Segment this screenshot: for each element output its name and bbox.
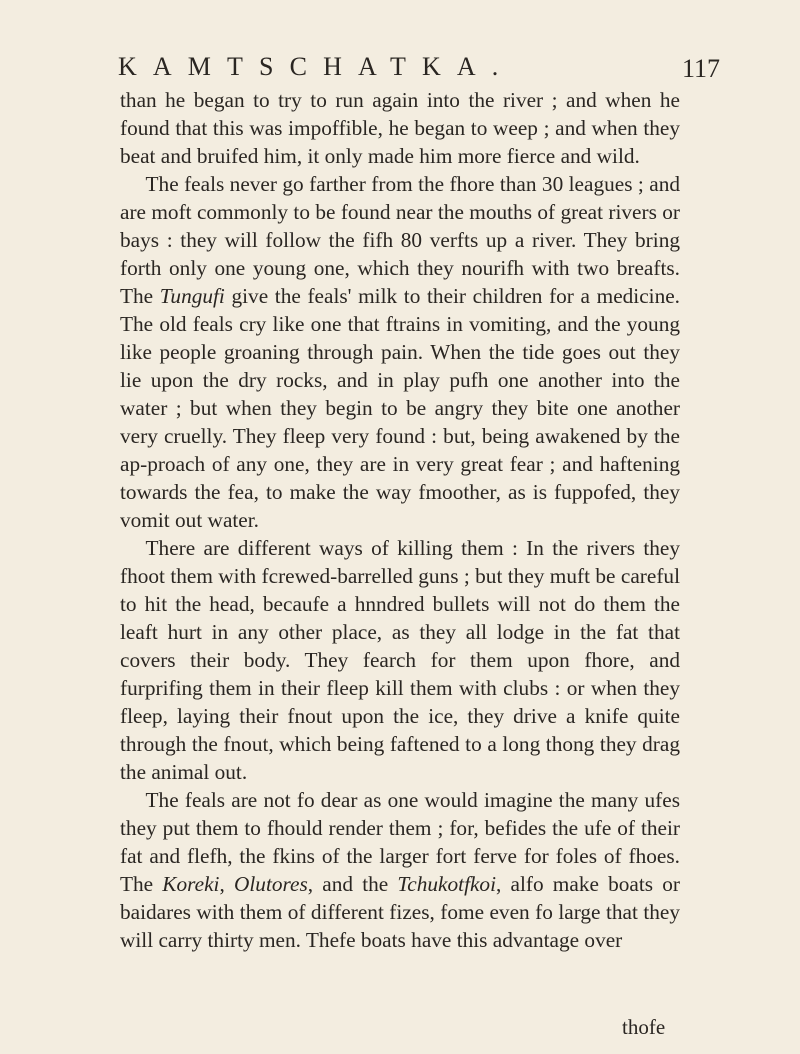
body-text <box>120 86 680 954</box>
italic-name: Olutores <box>234 872 308 896</box>
running-title: KAMTSCHATKA. <box>118 52 515 81</box>
paragraph <box>120 86 680 170</box>
paragraph <box>120 534 680 786</box>
text-run: The feals are not fo dear as one would imagine the many ufes they put them to fhould render them ; for, befides the ufe of their fat and flefh, the fkins of the larger fort ferve for foles of fhoes. The <box>120 788 680 896</box>
catchword: thofe <box>622 1015 666 1039</box>
paragraph <box>120 786 680 954</box>
text-run: The feals never go farther from the fhore than 30 leagues ; and are moft commonly to be found near the mouths of great rivers or bays : they will follow the fifh 80 verfts up a river. They bring forth only one young one, which they nourifh with two breafts. The <box>120 172 680 308</box>
text-run: , <box>219 872 234 896</box>
text-run: , and the <box>307 872 398 896</box>
italic-name: Koreki <box>162 872 220 896</box>
text-run: There are different ways of killing them : In the rivers they fhoot them with fcrewed-barrelled guns ; but they muft be careful to hit the head, becaufe a hnndred bullets will not do them the leaft hurt in any other place, as they all lodge in the fat that covers their body. They fearch for them upon fhore, and furprifing them in their fleep kill them with clubs : or when they fleep, laying their fnout upon the ice, they drive a knife quite through the fnout, which being faftened to a long thong they drag the animal out. <box>120 536 680 784</box>
paragraph <box>120 170 680 534</box>
page-number: 117 <box>682 54 721 83</box>
text-run: than he began to try to run again into the river ; and when he found that this was impoffible, he began to weep ; and when they beat and bruifed him, it only made him more fierce and wild. <box>120 88 680 168</box>
italic-name: Tungufi <box>159 284 225 308</box>
italic-name: Tchukotfkoi <box>397 872 496 896</box>
text-run: , alfo make boats or baidares with them of different fizes, fome even fo large that they will carry thirty men. Thefe boats have this advantage over <box>120 872 680 952</box>
text-run: give the feals' milk to their children for a medicine. The old feals cry like one that ftrains in vomiting, and the young like people groaning through pain. When the tide goes out they lie upon the dry rocks, and in play pufh one another into the water ; but when they begin to be angry they bite one another very cruelly. They fleep very found : but, being awakened by the ap-proach of any one, they are in very great fear ; and haftening towards the fea, to make the way fmoother, as is fuppofed, they vomit out water. <box>120 284 681 532</box>
